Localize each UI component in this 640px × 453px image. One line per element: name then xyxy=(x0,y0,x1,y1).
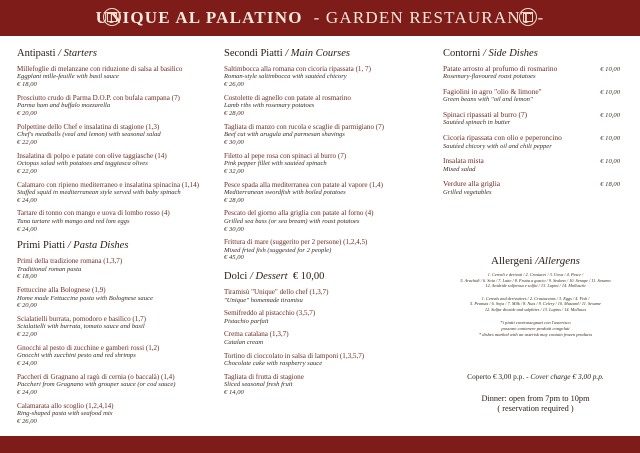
menu-item xyxy=(17,94,212,118)
menu-item xyxy=(224,209,419,233)
text-line: possono contenere prodotti congelati xyxy=(501,325,570,331)
text-line: *i piatti contrassegnati con l'asterisco xyxy=(500,319,571,325)
cover-en: Cover charge € 3,00 p.p. xyxy=(530,372,604,381)
section-title-contorni xyxy=(443,48,628,59)
menu-item xyxy=(224,152,419,176)
item-price: € 10,00 xyxy=(600,158,620,166)
item-description: Grilled vegetables xyxy=(443,188,492,196)
secondi-list xyxy=(224,65,419,262)
item-name: Saltimbocca alla romana con cicoria ripassata (1, 7) xyxy=(224,65,371,73)
menu-item xyxy=(224,309,419,325)
antipasti-list xyxy=(17,65,212,233)
item-price: € 22,00 xyxy=(17,331,37,339)
item-price: € 24,00 xyxy=(17,225,37,233)
title-sub: - GARDEN RESTAURANT - xyxy=(313,8,545,27)
menu-item xyxy=(17,123,212,147)
item-name: Primi della tradizione romana (1,3,7) xyxy=(17,257,123,266)
item-name: Tagliata di manzo con rucola e scaglie di parmigiano (7) xyxy=(224,122,385,131)
spacer xyxy=(443,313,628,320)
allergens-list-en xyxy=(443,296,628,313)
item-name: Patate arrosto al profumo di rosmarino xyxy=(443,64,558,73)
title-en: / Main Courses xyxy=(285,48,351,59)
dinner-line2: ( reservation required ) xyxy=(497,404,574,413)
section-title-antipasti xyxy=(17,48,212,59)
column-right xyxy=(443,48,628,204)
menu-item xyxy=(443,111,628,127)
dolci-list xyxy=(224,288,419,396)
item-price: € 20,00 xyxy=(17,109,37,117)
column-middle xyxy=(224,48,419,402)
item-description: Gnocchi with zucchini pesto and red shrimps xyxy=(17,352,136,360)
item-price: € 18,00 xyxy=(17,81,37,89)
title-main: UNIQUE AL PALATINO xyxy=(95,8,303,27)
item-description: Ring-shaped pasta with seafood mix xyxy=(17,410,113,418)
cover-it: Coperto € 3,00 p.p. xyxy=(467,372,525,381)
section-title-secondi xyxy=(224,48,419,59)
item-description: Lamb ribs with rosemary potatoes xyxy=(224,102,315,110)
item-description: Paccheri from Gragnano with grouper sauce (or cod sauce) xyxy=(17,381,176,389)
item-name: Pescato del giorno alla griglia con patate al forno (4) xyxy=(224,209,374,218)
item-description: Catalan cream xyxy=(224,338,264,346)
item-price: € 24,00 xyxy=(17,196,37,204)
title-en: /Allergens xyxy=(535,255,580,267)
restaurant-title xyxy=(96,8,545,28)
item-name: Calamarata allo scoglio (1,2,4,14) xyxy=(17,401,114,410)
item-name: Semifreddo al pistacchio (3,5,7) xyxy=(224,309,316,318)
item-price: € 28,00 xyxy=(224,196,244,204)
item-description: Octopus salad with potatoes and taggiasca olives xyxy=(17,159,148,167)
menu-item xyxy=(224,288,419,304)
item-description: Mixed salad xyxy=(443,165,476,173)
section-title-primi xyxy=(17,240,212,251)
item-price: € 22,00 xyxy=(17,167,37,175)
item-name: Prosciutto crudo di Parma D.O.P. con bufala campana (7) xyxy=(17,93,180,102)
menu-item xyxy=(17,373,212,397)
item-description: Stuffed squid in mediterranean style served with baby spinach xyxy=(17,188,181,196)
item-description: Roman-style saltimbocca with sautéed chicory xyxy=(224,73,347,81)
item-name: Polpettine dello Chef e insalatina di stagione (1,3) xyxy=(17,122,160,131)
item-name: Fettuccine alla Bolognese (1,9) xyxy=(17,286,106,295)
temple-logo-icon xyxy=(103,8,121,26)
menu-item xyxy=(17,209,212,233)
item-name: Paccheri di Gragnano al ragù di cernia (o baccalà) (1,4) xyxy=(17,372,175,381)
item-name: Millefoglie di melanzane con riduzione di salsa al basilico xyxy=(17,65,183,73)
title-en: / Side Dishes xyxy=(482,48,538,59)
item-name: Verdure alla griglia xyxy=(443,179,501,189)
title-it: Dolci xyxy=(224,271,248,283)
menu-item xyxy=(224,352,419,368)
menu-item xyxy=(224,181,419,205)
item-description: Grilled sea bass (or sea bream) with roast potatoes xyxy=(224,217,360,225)
dolci-price: € 10,00 xyxy=(292,271,325,283)
item-price: € 10,00 xyxy=(600,66,620,73)
item-price: € 24,00 xyxy=(17,389,37,396)
item-description: Chocolate cake with raspberry sauce xyxy=(224,359,323,367)
item-name: Calamaro con ripieno mediterraneo e insalatina spinacina (1,14) xyxy=(17,180,200,189)
allergens-list-it xyxy=(443,272,628,289)
title-it: Primi Piatti xyxy=(17,240,66,252)
allergens-section xyxy=(443,255,628,338)
temple-logo-icon xyxy=(519,8,537,26)
item-description: Beef cut with arugula and parmesan shavings xyxy=(224,131,345,139)
title-en: / Starters xyxy=(58,48,97,59)
item-price: € 10,00 xyxy=(600,89,620,97)
text-line: 5. Peanuts / 6. Soya / 7. Milk / 8. Nuts / 9. Celery / 10. Mustard / 11. Sesame xyxy=(470,301,601,307)
item-name: Frittura di mare (suggerito per 2 persone) (1,2,4,5) xyxy=(224,238,368,247)
item-price: € 26,00 xyxy=(17,417,37,425)
menu-item xyxy=(443,88,628,104)
menu-item xyxy=(17,402,212,426)
item-name: Tagliata di frutta di stagione xyxy=(224,372,304,381)
item-price: € 28,00 xyxy=(224,109,244,117)
menu-item xyxy=(224,94,419,118)
item-price: € 20,00 xyxy=(17,302,37,310)
item-price: € 14,00 xyxy=(224,388,244,396)
menu-item xyxy=(17,315,212,339)
item-price: € 10,00 xyxy=(600,135,620,143)
item-description: Scialatielli with burrata, tomato sauce and basil xyxy=(17,323,145,331)
cover-sep: - xyxy=(524,372,531,381)
allergens-title xyxy=(443,255,628,267)
primi-list xyxy=(17,257,212,425)
item-price: € 45,00 xyxy=(224,254,244,262)
text-line: 5. Arachidi / 6. Soia / 7. Latte / 8. Frutta a guscio / 9. Sedano / 10. Senape / 11. Sesamo xyxy=(460,277,611,283)
section-title-dolci xyxy=(224,271,419,282)
item-description: Home made Fettuccine pasta with Bolognese sauce xyxy=(17,294,153,302)
menu-item xyxy=(443,134,628,150)
menu-item xyxy=(443,65,628,81)
item-name: Tortino di cioccolato in salsa di lamponi (1,3,5,7) xyxy=(224,351,365,360)
item-description: Sautéed chicory with oil and chili pepper xyxy=(443,142,552,150)
item-description: Sautéed spinach in butter xyxy=(443,119,511,127)
menu-item xyxy=(224,373,419,397)
item-description: Mediterranean swordfish with boiled potatoes xyxy=(224,188,346,196)
item-name: Gnocchi al pesto di zucchine e gamberi rossi (1,2) xyxy=(17,344,160,353)
item-price: € 24,00 xyxy=(17,360,37,368)
title-en: / Pasta Dishes xyxy=(67,240,129,252)
menu-item xyxy=(443,180,628,196)
item-name: Spinaci ripassati al burro (7) xyxy=(443,110,528,120)
menu-item xyxy=(443,157,628,173)
header-bar xyxy=(0,0,640,36)
item-price: € 30,00 xyxy=(224,225,244,233)
item-description: Pink pepper fillet with sautéed spinach xyxy=(224,159,327,167)
text-line: 12. Anidride solforosa e solfiti / 13. Lupini / 14. Molluschi xyxy=(485,283,586,289)
cover-charge xyxy=(443,372,628,381)
frozen-note xyxy=(443,320,628,338)
dinner-hours xyxy=(443,394,628,414)
footer-bar xyxy=(0,436,640,453)
contorni-list xyxy=(443,65,628,197)
item-description: Tuna tartare with mango and red lom eggs xyxy=(17,217,130,225)
item-price: € 18,00 xyxy=(17,273,37,281)
title-it: Allergeni xyxy=(491,255,533,267)
item-description: Eggplant mille-feuille with basil sauce xyxy=(17,73,119,81)
item-description: Chef's meatballs (veal and lemon) with seasonal salad xyxy=(17,131,161,139)
title-en: / Dessert xyxy=(249,271,288,283)
item-description: Rosemary-flavoured roast potatoes xyxy=(443,73,536,81)
menu-item xyxy=(224,330,419,346)
item-description: "Unique" homemade tiramisu xyxy=(224,296,303,304)
item-name: Filetto al pepe rosa con spinaci al burro (7) xyxy=(224,151,347,160)
menu-item xyxy=(17,65,212,89)
item-price: € 10,00 xyxy=(600,112,620,120)
menu-item xyxy=(224,238,419,262)
menu-item xyxy=(17,286,212,310)
text-line: 12. Sulfur dioxide and sulphites / 13. Lupins / 14. Molluscs xyxy=(484,306,587,312)
item-name: Insalata mista xyxy=(443,156,484,166)
item-price: € 26,00 xyxy=(224,81,244,89)
item-name: Costolette di agnello con patate al rosmarino xyxy=(224,93,351,102)
item-name: Pesce spada alla mediterranea con patate al vapore (1,4) xyxy=(224,180,383,189)
item-name: Tartare di tonno con mango e uova di lombo rosso (4) xyxy=(17,209,170,218)
item-description: Traditional roman pasta xyxy=(17,265,82,273)
menu-item xyxy=(17,257,212,281)
item-description: Sliced seasonal fresh fruit xyxy=(224,380,293,388)
item-price: € 22,00 xyxy=(17,138,37,146)
item-name: Crema catalana (1,3,7) xyxy=(224,330,289,339)
item-name: Tiramisù "Unique" dello chef (1,3,7) xyxy=(224,288,329,297)
item-price: € 18,00 xyxy=(600,181,620,189)
title-it: Antipasti xyxy=(17,48,56,59)
item-price: € 32,00 xyxy=(224,167,244,175)
title-it: Secondi Piatti xyxy=(224,48,283,59)
text-line: 1. Cereals and derivatives / 2. Crustaceans / 3. Eggs / 4. Fish / xyxy=(481,295,590,301)
item-name: Cicoria ripassata con olio e peperoncino xyxy=(443,133,562,143)
item-description: Mixed fried fish (suggested for 2 people) xyxy=(224,246,332,254)
text-line: 1. Cereali e derivati / 2. Crostacei / 3. Uova / 4. Pesce / xyxy=(487,272,584,277)
column-left xyxy=(17,48,212,431)
item-name: Scialatielli burrata, pomodoro e basilico (1,7) xyxy=(17,315,147,324)
item-price: € 30,00 xyxy=(224,138,244,146)
menu-item xyxy=(224,65,419,89)
menu-item xyxy=(17,344,212,368)
item-name: Fagiolini in agro "olio & limone" xyxy=(443,87,542,97)
item-name: Insalatina di polpo e patate con olive taggiasche (14) xyxy=(17,151,167,160)
text-line: * dishes marked with an asterisk may contain frozen products xyxy=(478,331,593,337)
item-description: Pistachio parfait xyxy=(224,317,269,325)
spacer xyxy=(443,289,628,296)
menu-item xyxy=(17,152,212,176)
item-description: Green beans with "oil and lemon" xyxy=(443,96,533,104)
menu-item xyxy=(224,123,419,147)
dinner-line1: Dinner: open from 7pm to 10pm xyxy=(481,394,590,403)
item-description: Parma ham and buffalo mozzarella xyxy=(17,102,111,110)
menu-item xyxy=(17,181,212,205)
title-it: Contorni xyxy=(443,48,481,59)
